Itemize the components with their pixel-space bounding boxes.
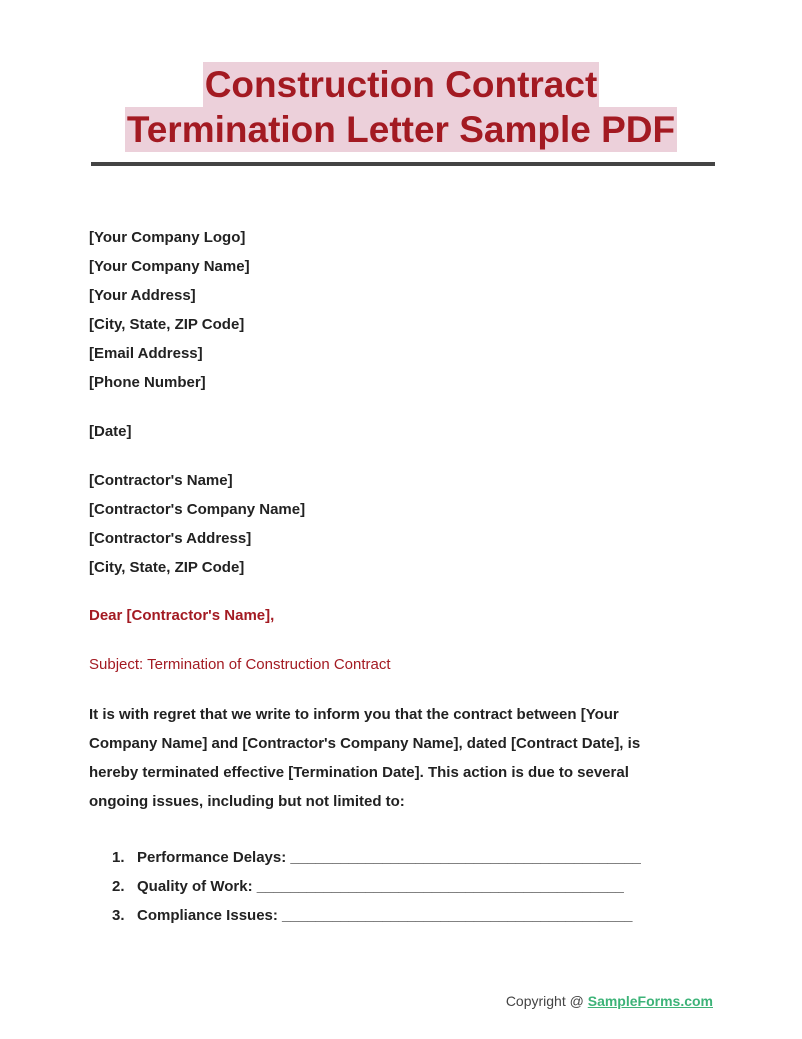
list-item: [112, 901, 641, 930]
list-number: 1.: [112, 849, 125, 866]
recipient-address: [Contractor's Address]: [89, 530, 252, 547]
sender-email: [Email Address]: [89, 345, 203, 362]
letter-date: [Date]: [89, 423, 132, 440]
date-block: [89, 417, 132, 446]
list-item-text: Performance Delays: __________________________________________: [137, 849, 641, 866]
sender-block: [89, 223, 250, 397]
subject-line: Subject: Termination of Construction Contract: [89, 656, 391, 673]
recipient-block: [89, 466, 305, 582]
body-paragraph: It is with regret that we write to inform you that the contract between [Your Company Name] and [Contractor's Company Name], dated [Contract Date], is hereby terminated effective [Termination Date]. This action is due to several ongoing issues, including but not limited to:: [89, 706, 641, 810]
title-line-2: Termination Letter Sample PDF: [126, 109, 676, 150]
copyright-footer: [506, 993, 713, 1009]
sender-logo: [Your Company Logo]: [89, 229, 246, 246]
salutation-block: [89, 601, 274, 630]
list-item: [112, 872, 641, 901]
title-divider: [91, 162, 715, 166]
brand-link[interactable]: SampleForms.com: [587, 993, 713, 1009]
list-number: 2.: [112, 878, 125, 895]
recipient-company: [Contractor's Company Name]: [89, 501, 306, 518]
recipient-name: [Contractor's Name]: [89, 472, 233, 489]
salutation: Dear [Contractor's Name],: [89, 607, 275, 624]
list-item-text: Quality of Work: ____________________________________________: [137, 878, 624, 895]
issues-list: [112, 843, 641, 930]
sender-address: [Your Address]: [89, 287, 196, 304]
list-item-text: Compliance Issues: __________________________________________: [137, 907, 633, 924]
sender-city-state-zip: [City, State, ZIP Code]: [89, 316, 245, 333]
recipient-city-state-zip: [City, State, ZIP Code]: [89, 559, 245, 576]
document-title: [0, 62, 802, 152]
subject-block: [89, 650, 391, 679]
list-number: 3.: [112, 907, 125, 924]
list-item: [112, 843, 641, 872]
title-line-1: Construction Contract: [204, 64, 598, 105]
sender-phone: [Phone Number]: [89, 374, 206, 391]
copyright-prefix: Copyright @: [505, 993, 588, 1009]
sender-company-name: [Your Company Name]: [89, 258, 250, 275]
